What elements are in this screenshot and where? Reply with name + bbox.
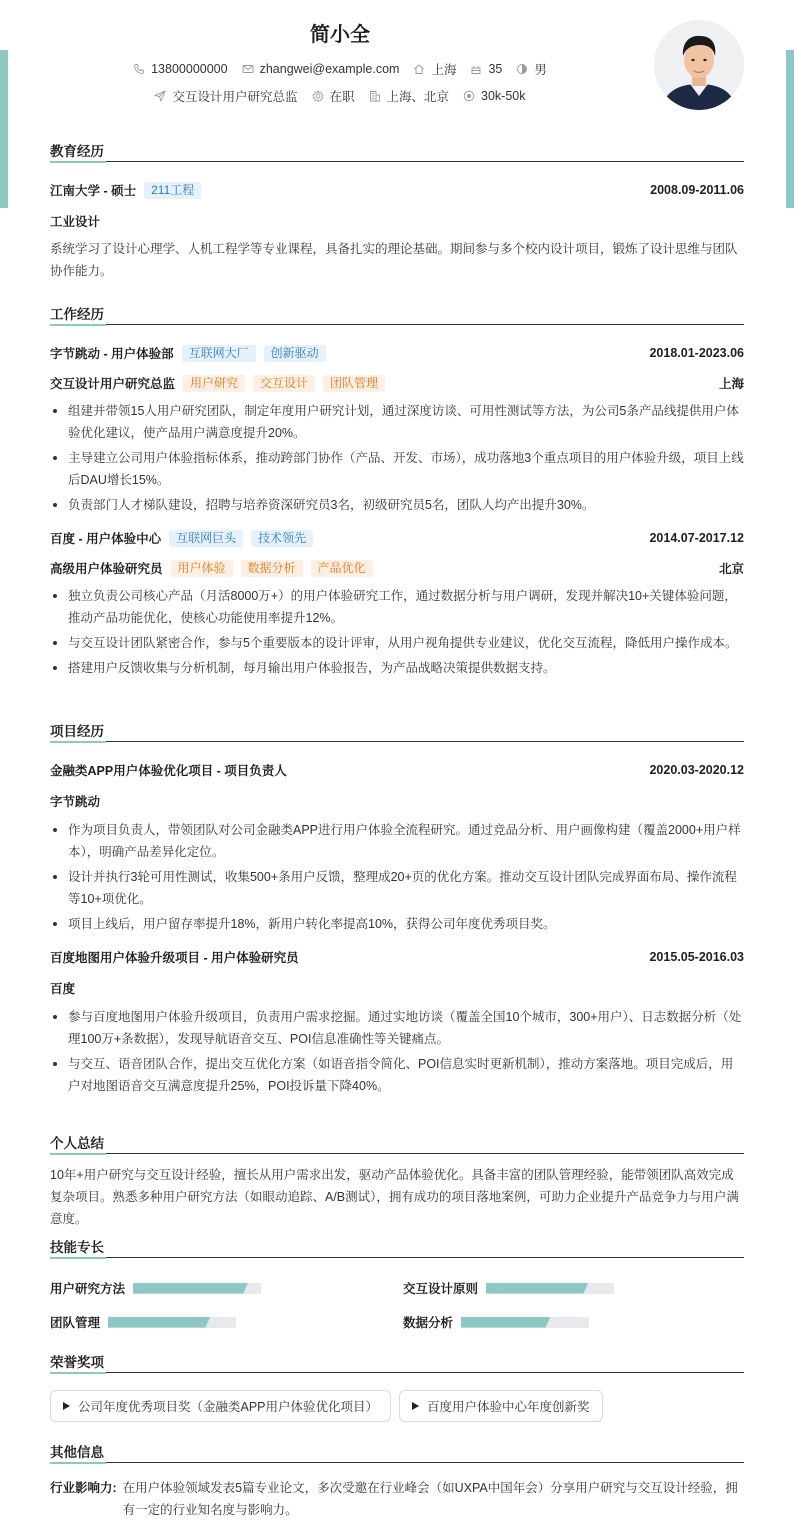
phone-item [133,62,227,76]
other-section [50,1441,744,1521]
award-text: 公司年度优秀项目奖（金融类APP用户体验优化项目） [78,1400,379,1414]
other-text: 在用户体验领域发表5篇专业论文，多次受邀在行业峰会（如UXPA中国年会）分享用户研究与交互设计经验，拥有一定的行业知名度与影响力。 [122,1481,738,1517]
skill-bar [486,1283,614,1294]
salary-text: 30k-50k [481,89,526,103]
awards-list [50,1390,744,1422]
education-period: 2008.09-2011.06 [650,183,744,197]
skill-item [50,1279,261,1297]
age-icon [470,63,482,75]
project-entry [50,762,744,935]
job-role: 高级用户体验研究员 [50,562,163,576]
project-period: 2015.05-2016.03 [649,950,744,964]
job-header-row [50,530,744,546]
job-role-row [50,375,744,391]
projects-title: 项目经历 [50,720,744,742]
summary-text: 10年+用户研究与交互设计经验，擅长从用户需求出发，驱动产品体验优化。具备丰富的团队管理经验，能带领团队高效完成复杂项目。熟悉多种用户研究方法（如眼动追踪、A/B测试），拥有成功的项目落地案例，可助力企业提升产品竞争力与用户满意度。 [50,1168,739,1226]
job-entry [50,530,744,679]
job-period: 2018.01-2023.06 [649,346,744,360]
job-role: 交互设计用户研究总监 [50,377,176,391]
coin-icon [463,90,475,102]
gender-text: 男 [534,63,547,77]
skill-name: 数据分析 [403,1316,454,1330]
status-item [312,87,355,105]
job-period: 2014.07-2017.12 [649,531,744,545]
education-description: 系统学习了设计心理学、人机工程学等专业课程，具备扎实的理论基础。期间参与多个校内设计项目，锻炼了设计思维与团队协作能力。 [50,242,738,278]
role-tag: 用户研究 [183,375,245,392]
position-text: 交互设计用户研究总监 [172,90,298,104]
status-text: 在职 [329,90,355,104]
school-degree: 江南大学 - 硕士 [50,184,137,198]
home-icon [413,63,425,75]
work-city-item [369,87,450,105]
role-tag: 团队管理 [323,375,385,392]
list-item: 与交互设计团队紧密合作，参与5个重要版本的设计评审，从用户视角提供专业建议，优化交互流程，降低用户操作成本。 [50,632,744,654]
other-row [50,1477,744,1521]
role-tag: 用户体验 [171,560,233,577]
skill-name: 用户研究方法 [50,1282,126,1296]
skill-item [403,1313,589,1331]
work-section [50,303,744,682]
building-icon [369,90,381,102]
send-icon [154,90,166,102]
project-header-row [50,949,744,965]
role-tag: 交互设计 [253,375,315,392]
list-item: 设计并执行3轮可用性测试，收集500+条用户反馈，整理成20+页的优化方案。推动交互设计团队完成界面布局、操作流程等10+项优化。 [50,866,744,910]
job-role-row [50,560,744,576]
other-title: 其他信息 [50,1441,744,1463]
summary-section [50,1132,744,1230]
education-header-row [50,182,744,198]
company-tag: 互联网巨头 [169,530,243,547]
play-icon [412,1402,419,1410]
company-tag: 创新驱动 [264,345,326,362]
job-location: 北京 [718,562,744,576]
skill-bar-fill [486,1283,588,1294]
skill-bar [133,1283,261,1294]
role-tag: 产品优化 [311,560,373,577]
job-company: 百度 - 用户体验中心 [50,532,162,546]
city-item [413,60,456,78]
list-item: 负责部门人才梯队建设，招聘与培养资深研究员3名，初级研究员5名，团队人均产出提升30%。 [50,494,744,516]
gender-item [516,60,547,78]
skills-section [50,1236,744,1258]
skill-bar-fill [133,1283,248,1294]
award-item[interactable] [50,1390,391,1422]
project-bullets [50,819,744,935]
project-period: 2020.03-2020.12 [649,763,744,777]
job-location: 上海 [718,377,744,391]
project-name: 百度地图用户体验升级项目 - 用户体验研究员 [50,951,299,965]
list-item: 项目上线后，用户留存率提升18%，新用户转化率提高10%，获得公司年度优秀项目奖。 [50,913,744,935]
award-item[interactable] [399,1390,603,1422]
role-tag: 数据分析 [241,560,303,577]
summary-title: 个人总结 [50,1132,744,1154]
job-bullets [50,585,744,679]
project-name: 金融类APP用户体验优化项目 - 项目负责人 [50,764,287,778]
gear-icon [312,90,324,102]
job-bullets [50,400,744,516]
awards-section [50,1351,744,1422]
skill-bar-fill [108,1317,210,1328]
phone-icon [133,63,145,75]
project-bullets [50,1006,744,1097]
projects-section [50,720,744,1100]
project-org: 百度 [50,982,76,996]
education-major: 工业设计 [50,215,101,229]
mail-icon [242,63,254,75]
skill-name: 交互设计原则 [403,1282,479,1296]
list-item: 作为项目负责人，带领团队对公司金融类APP进行用户体验全流程研究。通过竞品分析、用户画像构建（覆盖2000+用户样本），明确产品差异化定位。 [50,819,744,863]
salary-item [463,89,525,103]
list-item: 搭建用户反馈收集与分析机制，每月输出用户体验报告，为产品战略决策提供数据支持。 [50,657,744,679]
resume-header [0,0,794,130]
list-item: 独立负责公司核心产品（月活8000万+）的用户体验研究工作，通过数据分析与用户调研，发现并解决10+关键体验问题，推动产品功能优化，使核心功能使用率提升12%。 [50,585,744,629]
list-item: 参与百度地图用户体验升级项目，负责用户需求挖掘。通过实地访谈（覆盖全国10个城市，300+用户）、日志数据分析（处理100万+条数据），发现导航语音交互、POI信息准确性等关键痛点。 [50,1006,744,1050]
skill-bar-fill [461,1317,551,1328]
school-tag: 211工程 [144,182,201,199]
play-icon [63,1402,70,1410]
project-org: 字节跳动 [50,795,101,809]
list-item: 主导建立公司用户体验指标体系，推动跨部门协作（产品、开发、市场），成功落地3个重点项目的用户体验升级，项目上线后DAU增长15%。 [50,447,744,491]
project-entry [50,949,744,1097]
skill-bar [108,1317,236,1328]
job-company: 字节跳动 - 用户体验部 [50,347,174,361]
list-item: 组建并带领15人用户研究团队，制定年度用户研究计划，通过深度访谈、可用性测试等方法，为公司5条产品线提供用户体验优化建议，使产品用户满意度提升20%。 [50,400,744,444]
age-text: 35 [488,62,503,76]
skill-name: 团队管理 [50,1316,101,1330]
award-text: 百度用户体验中心年度创新奖 [427,1400,590,1414]
skill-item [50,1313,236,1331]
awards-title: 荣誉奖项 [50,1351,744,1373]
job-info-row [0,87,680,105]
project-header-row [50,762,744,778]
work-city-text: 上海、北京 [386,90,450,104]
age-item [470,62,502,76]
candidate-name: 简小全 [310,24,370,46]
skill-item [403,1279,614,1297]
list-item: 与交互、语音团队合作，提出交互优化方案（如语音指令简化、POI信息实时更新机制），推动方案落地。项目完成后，用户对地图语音交互满意度提升25%，POI投诉量下降40%。 [50,1053,744,1097]
other-label: 行业影响力: [50,1481,117,1495]
work-title: 工作经历 [50,303,744,325]
city-text: 上海 [431,63,457,77]
email-item [242,62,400,76]
job-header-row [50,345,744,361]
education-title: 教育经历 [50,140,744,162]
education-section [50,140,744,282]
position-item [154,87,297,105]
company-tag: 互联网大厂 [182,345,256,362]
skill-bar [461,1317,589,1328]
avatar [654,20,744,110]
company-tag: 技术领先 [251,530,313,547]
contact-row [0,60,680,78]
skills-title: 技能专长 [50,1236,744,1258]
job-entry [50,345,744,516]
email-text: zhangwei@example.com [259,62,400,76]
gender-icon [516,63,528,75]
phone-text: 13800000000 [151,62,228,76]
